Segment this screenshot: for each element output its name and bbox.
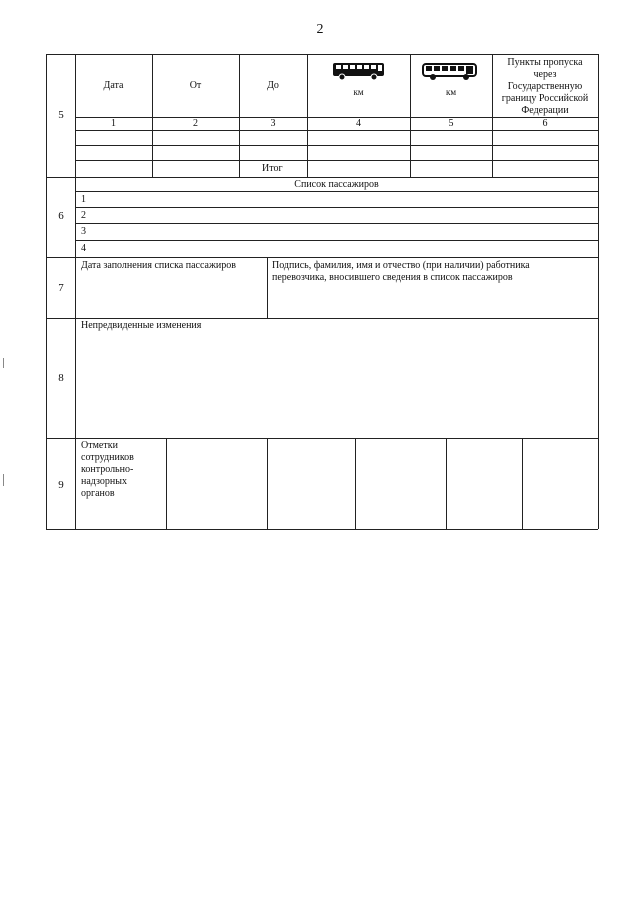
row-divider bbox=[46, 177, 598, 178]
signature-line: перевозчика, вносившего сведения в список пассажиров bbox=[272, 272, 513, 283]
bus-icon bbox=[332, 61, 386, 81]
row-divider bbox=[46, 318, 598, 319]
header-date: Дата bbox=[103, 80, 124, 91]
data-row-divider bbox=[75, 145, 598, 146]
list-item: 4 bbox=[81, 243, 86, 254]
list-divider bbox=[75, 191, 598, 192]
table-border-top bbox=[46, 54, 598, 55]
column-divider bbox=[239, 54, 240, 177]
column-divider bbox=[410, 54, 411, 177]
column-number: 1 bbox=[111, 118, 116, 129]
label-line: сотрудников bbox=[81, 452, 134, 463]
list-item: 3 bbox=[81, 226, 86, 237]
header-line: через bbox=[533, 69, 557, 80]
row-divider bbox=[46, 438, 598, 439]
list-divider bbox=[75, 207, 598, 208]
row-number: 8 bbox=[58, 372, 64, 384]
label-line: контрольно- bbox=[81, 464, 134, 475]
label-line: органов bbox=[81, 488, 115, 499]
column-divider bbox=[152, 54, 153, 177]
header-border-points bbox=[492, 57, 598, 117]
signature-label bbox=[272, 260, 594, 284]
column-divider bbox=[166, 438, 167, 529]
table-border-bottom bbox=[46, 529, 598, 530]
column-divider bbox=[355, 438, 356, 529]
header-line: Пункты пропуска bbox=[507, 57, 583, 68]
km-label-bus-2: км bbox=[445, 87, 457, 97]
column-number: 3 bbox=[270, 118, 276, 129]
label-line: надзорных bbox=[81, 476, 127, 487]
km-label-bus-1: км bbox=[353, 87, 364, 97]
total-label: Итог bbox=[262, 163, 283, 174]
row-number: 9 bbox=[58, 479, 64, 491]
scan-mark bbox=[3, 358, 4, 368]
row-number: 5 bbox=[58, 109, 64, 121]
fill-date-label: Дата заполнения списка пассажиров bbox=[81, 260, 236, 271]
list-item: 1 bbox=[81, 194, 86, 205]
header-line: границу Российской bbox=[501, 93, 589, 104]
column-number: 6 bbox=[542, 118, 548, 129]
list-divider bbox=[75, 240, 598, 241]
row-divider bbox=[46, 257, 598, 258]
label-line: Отметки bbox=[81, 440, 118, 451]
signature-line: Подпись, фамилия, имя и отчество (при наличии) работника bbox=[272, 260, 530, 271]
page-number: 2 bbox=[316, 22, 324, 37]
inspection-marks-label bbox=[81, 440, 165, 500]
header-line: Государственную bbox=[507, 81, 583, 92]
column-number: 5 bbox=[448, 118, 454, 129]
bus-icon bbox=[422, 63, 478, 81]
data-row-divider bbox=[75, 160, 598, 161]
header-to: До bbox=[267, 80, 279, 91]
unforeseen-changes-label: Непредвиденные изменения bbox=[81, 320, 202, 331]
column-number: 2 bbox=[193, 118, 198, 129]
column-number: 4 bbox=[356, 118, 361, 129]
column-divider bbox=[446, 438, 447, 529]
row-number: 6 bbox=[58, 210, 64, 222]
scan-mark bbox=[3, 474, 4, 486]
list-divider bbox=[75, 223, 598, 224]
list-item: 2 bbox=[81, 210, 86, 221]
column-divider bbox=[522, 438, 523, 529]
passenger-list-title: Список пассажиров bbox=[294, 179, 379, 190]
row-number: 7 bbox=[58, 282, 64, 294]
header-line: Федерации bbox=[521, 105, 569, 116]
column-divider bbox=[267, 257, 268, 318]
header-from: От bbox=[189, 80, 202, 91]
column-divider bbox=[307, 54, 308, 177]
table-border-right bbox=[598, 54, 599, 529]
column-divider bbox=[267, 438, 268, 529]
column-number-divider bbox=[75, 130, 598, 131]
